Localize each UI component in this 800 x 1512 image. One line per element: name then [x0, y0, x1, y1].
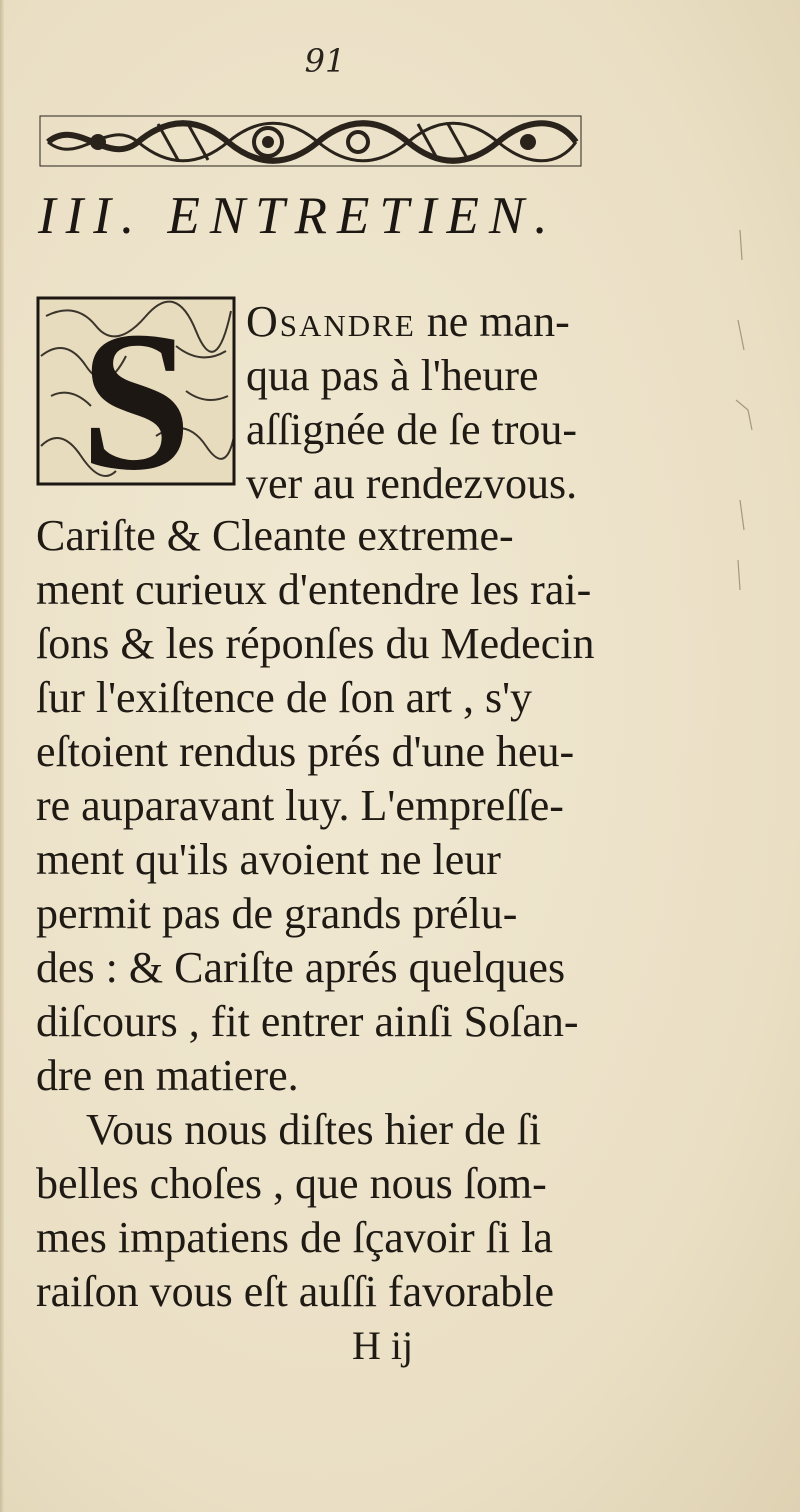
- text-line-18: mes impatiens de ſçavoir ſi la: [36, 1213, 553, 1262]
- text-line-16: Vous nous diſtes hier de ſi: [86, 1105, 542, 1154]
- dropcap-initial: [36, 296, 236, 486]
- dropcap-letter: S: [80, 296, 192, 486]
- text-line-13: des : & Cariſte aprés quelques: [36, 943, 566, 992]
- text-line-4: ver au rendezvous.: [246, 459, 578, 508]
- text-line-7: ſons & les réponſes du Medecin: [36, 619, 595, 668]
- text-line-17: belles choſes , que nous ſom-: [36, 1159, 547, 1208]
- text-line-6: ment curieux d'entendre les rai-: [36, 565, 592, 614]
- signature-mark: H ij: [352, 1323, 414, 1368]
- text-line-12: permit pas de grands prélu-: [36, 889, 518, 938]
- text-line-1: Osandre ne man-: [246, 297, 570, 346]
- text-line-19: raiſon vous eſt auſſi favorable: [36, 1267, 555, 1316]
- text-line-8: ſur l'exiſtence de ſon art , s'y: [36, 673, 533, 722]
- text-line-14: diſcours , fit entrer ainſi Soſan-: [36, 997, 579, 1046]
- page-number: 91: [304, 42, 346, 80]
- text-line-2: qua pas à l'heure: [246, 351, 539, 400]
- bleed-through-marks-icon: [700, 200, 790, 620]
- page-gutter: [0, 0, 4, 1512]
- text-line-15: dre en matiere.: [36, 1051, 299, 1100]
- headpiece-ornament-icon: [38, 112, 583, 170]
- text-line-10: re auparavant luy. L'empreſſe-: [36, 781, 564, 830]
- chapter-title: III. ENTRETIEN.: [38, 187, 558, 245]
- text-line-3: aſſignée de ſe trou-: [246, 405, 578, 454]
- text-line-9: eſtoient rendus prés d'une heu-: [36, 727, 575, 776]
- text-line-11: ment qu'ils avoient ne leur: [36, 835, 501, 884]
- text-line-5: Cariſte & Cleante extreme-: [36, 511, 514, 560]
